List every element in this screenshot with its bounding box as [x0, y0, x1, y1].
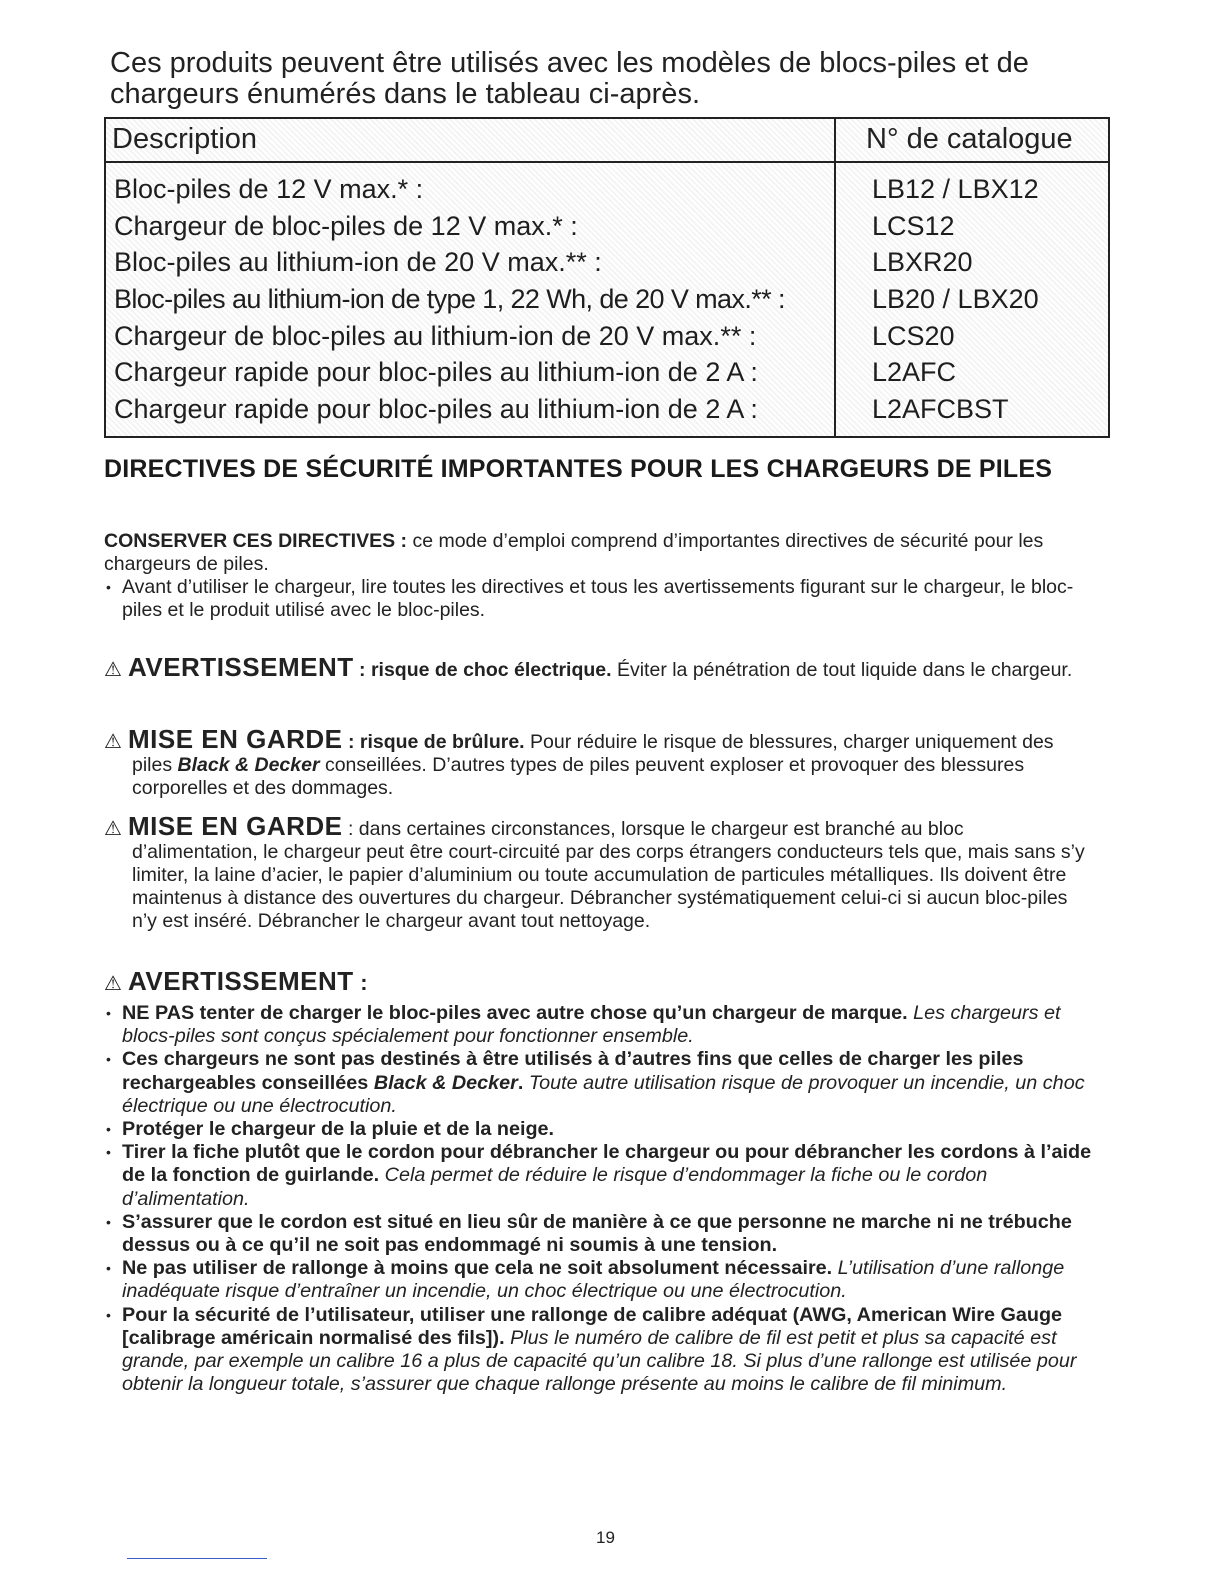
row-description: Bloc-piles de 12 V max.* : — [114, 174, 424, 204]
table-body — [106, 172, 1108, 429]
warning-text: Éviter la pénétration de tout liquide dans le chargeur. — [611, 659, 1073, 681]
caution-burn — [104, 724, 1089, 800]
warning-triangle-icon: ⚠ — [104, 818, 122, 840]
list-item: • NE PAS tenter de charger le bloc-piles avec autre chose qu’un chargeur de marque. Les chargeurs et blocs-piles sont conçus spécialement pour fonctionner ensemble. — [104, 1002, 1114, 1048]
list-item: • Pour la sécurité de l’utilisateur, utiliser une rallonge de calibre adéquat (AWG, American Wire Gauge [calibrage américain normalisé des fils]). Plus le numéro de calibre de fil est petit et plus sa capacité est grande, par exemple un calibre 16 a plus de capacité qu’un calibre 18. Si plus d’une rallonge est utilisée pour obtenir la longueur totale, s’assurer que chaque rallonge présente au moins le calibre de fil minimum. — [104, 1304, 1114, 1397]
caution-short-circuit — [104, 811, 1089, 933]
risk-label: risque de choc électrique. — [370, 659, 612, 681]
table-row — [106, 392, 1108, 429]
list-item: • Tirer la fiche plutôt que le cordon pour débrancher le chargeur ou pour débrancher les cordons à l’aide de la fonction de guirlande. Cela permet de réduire le risque d’endommager la fiche ou le cordon d’alimentation. — [104, 1141, 1114, 1211]
row-description: Bloc-piles au lithium-ion de 20 V max.** : — [114, 247, 602, 278]
warning-triangle-icon: ⚠ — [104, 659, 122, 681]
row-description: Chargeur rapide pour bloc-piles au lithium-ion de 2 A : — [114, 357, 758, 388]
row-description: Bloc-piles au lithium-ion de type 1, 22 Wh, de 20 V max.** : — [114, 284, 785, 315]
brand-name: Black & Decker — [177, 754, 320, 776]
table-row — [106, 355, 1108, 392]
keep-text: ce mode d’emploi comprend d’importantes directives de sécurité pour les chargeurs de piles. — [104, 530, 1044, 575]
warning-triangle-icon: ⚠ — [104, 973, 122, 995]
table-row — [106, 209, 1108, 246]
keep-label: CONSERVER CES DIRECTIVES : — [104, 530, 408, 552]
list-item: • S’assurer que le cordon est situé en lieu sûr de manière à ce que personne ne marche ni ne trébuche dessus ou à ce qu’il ne soit pas endommagé ni soumis à une tension. — [104, 1211, 1114, 1257]
table-row — [106, 319, 1108, 356]
list-item: • Ne pas utiliser de rallonge à moins que cela ne soit absolument nécessaire. L’utilisation d’une rallonge inadéquate risque d’entraîner un incendie, un choc électrique ou une électrocution. — [104, 1257, 1114, 1303]
row-description: Chargeur de bloc-piles au lithium-ion de 20 V max.** : — [114, 320, 757, 351]
caution-text: Pour réduire le risque de blessures, charger uniquement des piles — [132, 731, 1054, 776]
warning-triangle-icon: ⚠ — [104, 731, 122, 753]
safety-section-title: DIRECTIVES DE SÉCURITÉ IMPORTANTES POUR LES CHARGEURS DE PILES — [104, 455, 1053, 483]
row-description: Chargeur de bloc-piles de 12 V max.* : — [114, 210, 578, 241]
signal-word: AVERTISSEMENT — [128, 966, 354, 996]
signal-separator: : — [353, 659, 371, 681]
caution-text: : dans certaines circonstances, lorsque le chargeur est branché au bloc d’alimentation, le chargeur peut être court-circuité par des corps étrangers conducteurs tels que, mais sans s’y limiter, la laine d’acier, le papier d’aluminium ou toute accumulation de particules métalliques. Ils doivent être maintenus à distance des ouvertures du chargeur. Débrancher systématiquement celui-ci si aucun bloc-piles n’y est inséré. Débrancher le chargeur avant tout nettoyage. — [132, 818, 1085, 932]
signal-separator: : — [353, 970, 369, 995]
intro-paragraph: Ces produits peuvent être utilisés avec les modèles de blocs-piles et de chargeurs énumérés dans le tableau ci-après. — [110, 47, 1029, 110]
row-description: Chargeur rapide pour bloc-piles au lithium-ion de 2 A : — [114, 394, 758, 425]
header-catalog-number: N° de catalogue — [866, 123, 1073, 155]
row-catalog-number: LB20 / LBX20 — [872, 284, 1039, 315]
header-description: Description — [112, 123, 258, 155]
catalog-table — [104, 117, 1110, 438]
list-item: • Protéger le chargeur de la pluie et de la neige. — [104, 1118, 1114, 1141]
brand-name: Black & Decker — [373, 1071, 518, 1094]
row-catalog-number: L2AFC — [872, 357, 957, 388]
list-item: • Avant d’utiliser le chargeur, lire toutes les directives et tous les avertissements figurant sur le chargeur, le bloc-piles et le produit utilisé avec le bloc-piles. — [104, 576, 1104, 622]
row-catalog-number: L2AFCBST — [872, 394, 1009, 425]
warning-list — [104, 966, 1114, 1396]
keep-instructions — [104, 530, 1104, 622]
caution-text-end: conseillées. D’autres types de piles peuvent exploser et provoquer des blessures corporelles et des dommages. — [132, 754, 1025, 799]
list-item: • Ces chargeurs ne sont pas destinés à être utilisés à d’autres fins que celles de charger les piles rechargeables conseillées Black & Decker. Toute autre utilisation risque de provoquer un incendie, un choc électrique ou une électrocution. — [104, 1048, 1114, 1118]
signal-word: AVERTISSEMENT — [128, 652, 354, 682]
signal-word: MISE EN GARDE — [128, 811, 343, 841]
table-row — [106, 282, 1108, 319]
warning-electric-shock — [104, 652, 1089, 682]
table-header — [106, 119, 1108, 163]
row-catalog-number: LBXR20 — [872, 247, 973, 278]
row-catalog-number: LCS12 — [872, 210, 955, 241]
signal-separator: : — [342, 731, 360, 753]
table-row — [106, 245, 1108, 282]
row-catalog-number: LB12 / LBX12 — [872, 174, 1039, 204]
table-row — [106, 172, 1108, 209]
page-number: 19 — [596, 1528, 615, 1547]
footer-rule — [127, 1558, 267, 1559]
row-catalog-number: LCS20 — [872, 320, 955, 351]
signal-word: MISE EN GARDE — [128, 724, 343, 754]
risk-label: risque de brûlure. — [359, 731, 525, 753]
